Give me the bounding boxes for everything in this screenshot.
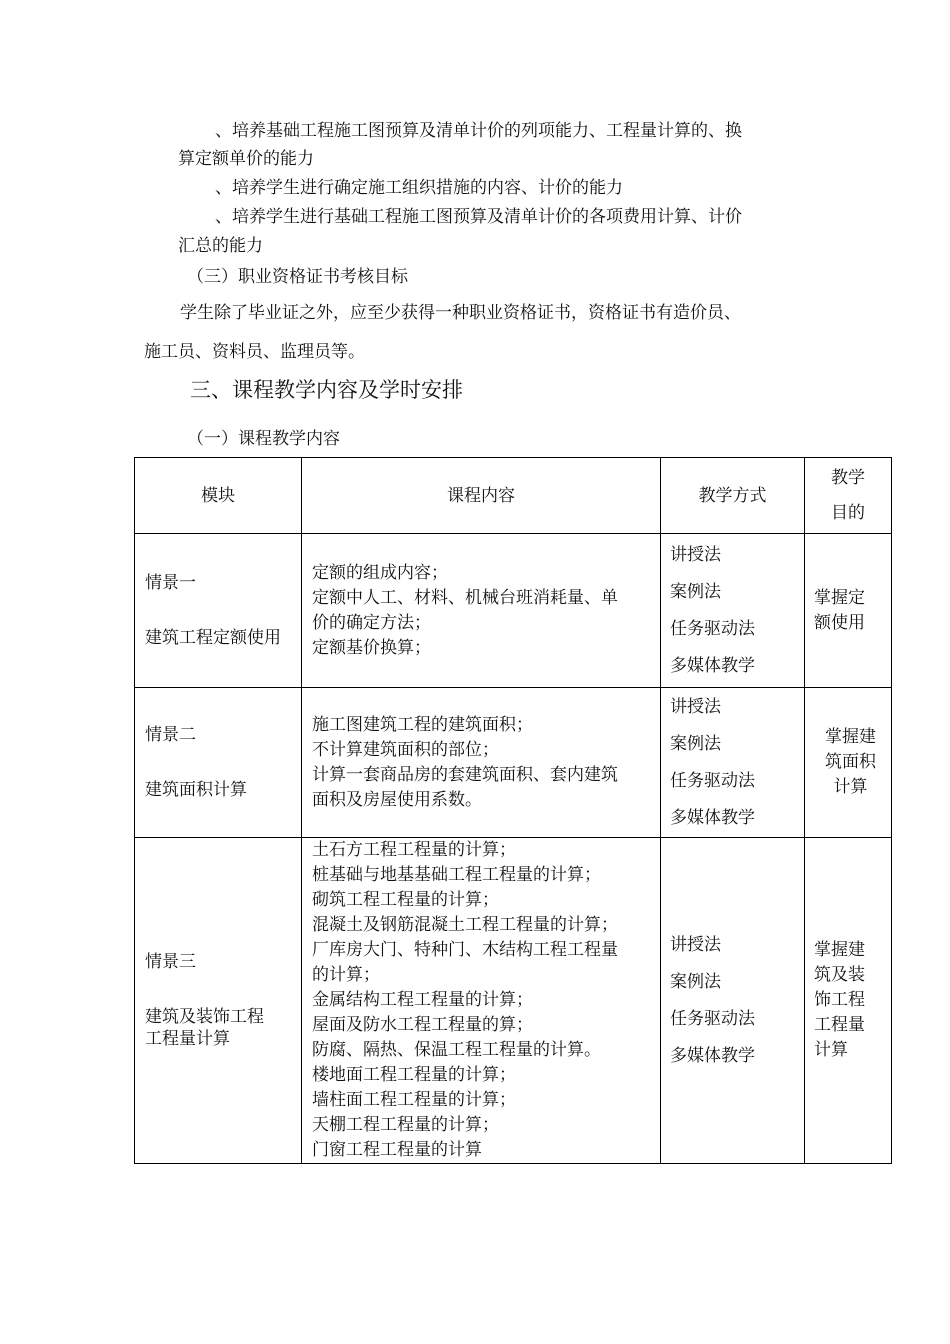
paragraph-1-line-1: 、培养基础工程施工图预算及清单计价的列项能力、工程量计算的、换 xyxy=(215,121,742,141)
table-row xyxy=(135,688,892,838)
goal-line: 额使用 xyxy=(814,612,865,633)
method-item: 任务驱动法 xyxy=(670,618,755,639)
method-cell xyxy=(661,688,805,838)
header-goal-line-2: 目的 xyxy=(831,502,865,523)
paragraph-4-line-2: 施工员、资料员、监理员等。 xyxy=(144,342,365,362)
content-line: 面积及房屋使用系数。 xyxy=(312,789,482,810)
method-item: 多媒体教学 xyxy=(670,655,755,676)
goal-line: 饰工程 xyxy=(814,990,865,1010)
goal-line: 筑及装 xyxy=(814,965,865,985)
content-line: 墙柱面工程工程量的计算； xyxy=(312,1090,516,1110)
method-item: 讲授法 xyxy=(670,934,721,955)
method-item: 案例法 xyxy=(670,581,721,602)
header-module: 模块 xyxy=(135,458,302,534)
content-cell xyxy=(302,534,661,688)
content-line: 定额基价换算； xyxy=(312,637,431,658)
content-line: 计算一套商品房的套建筑面积、套内建筑 xyxy=(312,764,618,785)
goal-line: 工程量 xyxy=(814,1015,865,1035)
method-item: 案例法 xyxy=(670,971,721,992)
content-line: 定额的组成内容； xyxy=(312,562,448,583)
method-item: 讲授法 xyxy=(670,696,721,717)
subsection-heading-certificate: （三）职业资格证书考核目标 xyxy=(187,267,408,287)
content-line: 定额中人工、材料、机械台班消耗量、单 xyxy=(312,587,618,608)
module-title: 建筑工程定额使用 xyxy=(145,628,281,648)
module-title-cont: 工程量计算 xyxy=(145,1029,230,1049)
method-item: 任务驱动法 xyxy=(670,770,755,791)
section-title: 三、课程教学内容及学时安排 xyxy=(190,378,463,402)
content-line: 不计算建筑面积的部位； xyxy=(312,739,499,760)
content-line: 金属结构工程工程量的计算； xyxy=(312,990,533,1010)
content-line: 的计算； xyxy=(312,965,380,985)
content-line: 施工图建筑工程的建筑面积； xyxy=(312,714,533,735)
content-cell xyxy=(302,688,661,838)
paragraph-3-line-1: 、培养学生进行基础工程施工图预算及清单计价的各项费用计算、计价 xyxy=(215,207,742,227)
sub-title: （一）课程教学内容 xyxy=(187,429,340,449)
content-cell xyxy=(302,838,661,1164)
goal-line: 计算 xyxy=(833,777,868,797)
table-row xyxy=(135,534,892,688)
goal-cell xyxy=(805,838,892,1164)
module-title: 建筑面积计算 xyxy=(145,780,247,800)
goal-line: 掌握定 xyxy=(814,587,865,608)
module-name: 情景三 xyxy=(145,952,196,972)
course-content-table xyxy=(134,457,892,1164)
content-line: 砌筑工程工程量的计算； xyxy=(312,890,499,910)
module-name: 情景一 xyxy=(145,573,196,593)
method-item: 多媒体教学 xyxy=(670,1045,755,1066)
header-content: 课程内容 xyxy=(302,458,661,534)
goal-line: 计算 xyxy=(814,1040,848,1060)
table-row xyxy=(135,838,892,1164)
header-goal-line-1: 教学 xyxy=(831,467,865,488)
module-cell xyxy=(135,838,302,1164)
paragraph-4-line-1: 学生除了毕业证之外，应至少获得一种职业资格证书，资格证书有造价员、 xyxy=(180,303,741,323)
goal-line: 筑面积 xyxy=(825,752,876,772)
method-item: 多媒体教学 xyxy=(670,807,755,828)
content-line: 混凝土及钢筋混凝土工程工程量的计算； xyxy=(312,915,618,935)
module-name: 情景二 xyxy=(145,725,196,745)
method-cell xyxy=(661,534,805,688)
content-line: 桩基础与地基基础工程工程量的计算； xyxy=(312,865,601,885)
content-line: 天棚工程工程量的计算； xyxy=(312,1115,499,1135)
goal-cell xyxy=(805,534,892,688)
table-header-row xyxy=(135,458,892,534)
paragraph-2: 、培养学生进行确定施工组织措施的内容、计价的能力 xyxy=(215,178,623,198)
module-cell xyxy=(135,534,302,688)
content-line: 防腐、隔热、保温工程工程量的计算。 xyxy=(312,1040,601,1060)
method-item: 讲授法 xyxy=(670,544,721,565)
method-item: 任务驱动法 xyxy=(670,1008,755,1029)
content-line: 门窗工程工程量的计算 xyxy=(312,1140,482,1160)
content-line: 屋面及防水工程工程量的算； xyxy=(312,1015,533,1035)
content-line: 楼地面工程工程量的计算； xyxy=(312,1065,516,1085)
method-item: 案例法 xyxy=(670,733,721,754)
header-goal xyxy=(805,458,892,534)
goal-line: 掌握建 xyxy=(814,940,865,960)
header-method: 教学方式 xyxy=(661,458,805,534)
method-cell xyxy=(661,838,805,1164)
goal-cell xyxy=(805,688,892,838)
content-line: 价的确定方法； xyxy=(312,612,431,633)
goal-line: 掌握建 xyxy=(825,727,876,747)
paragraph-1-line-2: 算定额单价的能力 xyxy=(178,149,314,169)
module-title: 建筑及装饰工程 xyxy=(145,1007,264,1027)
content-line: 厂库房大门、特种门、木结构工程工程量 xyxy=(312,940,618,960)
paragraph-3-line-2: 汇总的能力 xyxy=(178,236,263,256)
module-cell xyxy=(135,688,302,838)
content-line: 土石方工程工程量的计算； xyxy=(312,840,516,860)
